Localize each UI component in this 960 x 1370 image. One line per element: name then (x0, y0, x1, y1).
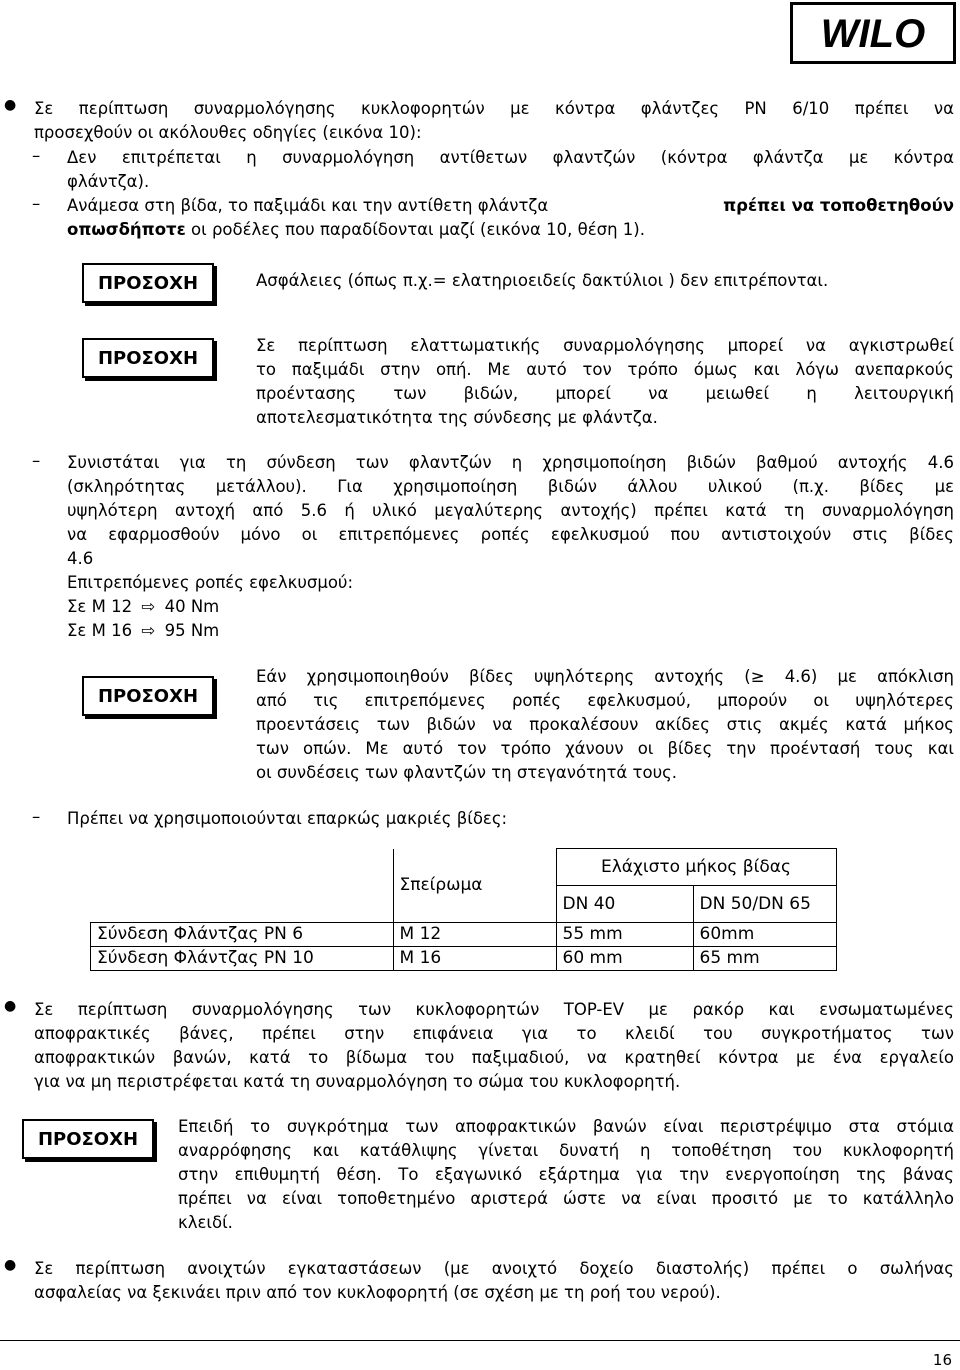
footer-rule (0, 1340, 960, 1369)
torque-row-1 (67, 595, 219, 619)
section2-warning-line3: στην επιθυμητή θέση. Το εξαγωνικό εξάρτημα για την ενεργοποίηση της βάνας (178, 1165, 954, 1184)
dash2-line1 (67, 194, 954, 218)
section2-warning-line4: πρέπει να είναι τοποθετημένο αριστερά ώστε να είναι προσιτό με το κατάλληλο (178, 1189, 954, 1208)
table-header-row (91, 849, 837, 886)
row-label: Σύνδεση Φλάντζας PN 6 (91, 923, 394, 947)
wilo-logo (790, 2, 956, 64)
dash3-line1: Συνιστάται για τη σύνδεση των φλαντζών η χρησιμοποίηση βιδών βαθμού αντοχής 4.6 (67, 453, 954, 472)
warning-box: ΠΡΟΣΟΧΗ (82, 338, 214, 378)
warning2-line2: το παξιμάδι στην οπή. Με αυτό τον τρόπο όμως και λόγω ανεπαρκούς (256, 360, 954, 379)
arrow-right-icon: ⇨ (141, 597, 156, 616)
section2-warning-line5: κλειδί. (178, 1213, 233, 1232)
table-corner (91, 849, 394, 923)
bullet-icon: ● (4, 97, 17, 113)
dash1-line1: Δεν επιτρέπεται η συναρμολόγηση αντίθετων φλαντζών (κόντρα φλάντζα με κόντρα (67, 148, 954, 167)
row-dn50: 65 mm (693, 947, 836, 971)
warning3-line1: Εάν χρησιμοποιηθούν βίδες υψηλότερης αντοχής (≥ 4.6) με απόκλιση (256, 667, 954, 686)
warning2-line3: προέντασης των βιδών, μπορεί να μειωθεί η λειτουργική (256, 384, 954, 403)
torque1-bolt: Σε Μ 12 (67, 597, 133, 616)
section3-line2: ασφαλείας να ξεκινάει πριν από τον κυκλοφορητή (σε σχέση με τη ροή του νερού). (34, 1283, 721, 1302)
dash4-text: Πρέπει να χρησιμοποιούνται επαρκώς μακριές βίδες: (67, 809, 508, 828)
row-dn40: 60 mm (556, 947, 693, 971)
dash1-line2: φλάντζα). (67, 172, 150, 191)
dash2-bold-a: πρέπει να τοποθετηθούν (723, 196, 954, 215)
dash-icon: – (32, 194, 41, 213)
warning3-line3: προεντάσεις των βιδών να προκαλέσουν ακίδες στις ακμές κατά μήκος (256, 715, 954, 734)
warning3-line4: των οπών. Με αυτό τον τρόπο χάνουν οι βίδες την προέντασή τους και (256, 739, 954, 758)
wilo-logo-mark (803, 13, 943, 53)
warning-box: ΠΡΟΣΟΧΗ (82, 263, 214, 303)
warning3-line2: από τις επιτρεπόμενες ροπές εφελκυσμού, μπορούν οι υψηλότερες (256, 691, 954, 710)
section1-line2: προσεχθούν οι ακόλουθες οδηγίες (εικόνα 10): (34, 123, 422, 142)
dash3-line5: 4.6 (67, 549, 94, 568)
warning2-line1: Σε περίπτωση ελαττωματικής συναρμολόγησης μπορεί να αγκιστρωθεί (256, 336, 954, 355)
dash3-line4: να εφαρμοσθούν μόνο οι επιτρεπόμενες ροπές εφελκυσμού που αντιστοιχούν στις βίδες (67, 525, 954, 544)
torque1-value: 40 Nm (164, 597, 220, 616)
torque-title: Επιτρεπόμενες ροπές εφελκυσμού: (67, 573, 354, 592)
section3-line1: Σε περίπτωση ανοιχτών εγκαταστάσεων (με ανοιχτό δοχείο διαστολής) πρέπει ο σωλήνας (34, 1259, 954, 1278)
bullet-icon: ● (4, 998, 17, 1014)
section2-warning-line1: Επειδή το συγκρότημα των αποφρακτικών βανών είναι περιστρέψιμο στα στόμια (178, 1117, 954, 1136)
row-dn40: 55 mm (556, 923, 693, 947)
table-row (91, 923, 837, 947)
row-dn50: 60mm (693, 923, 836, 947)
section1-line1: Σε περίπτωση συναρμολόγησης κυκλοφορητών με κόντρα φλάντζες PN 6/10 πρέπει να (34, 99, 954, 118)
row-thread: M 16 (393, 947, 556, 971)
section2-line4: για να μη περιστρέφεται κατά τη συναρμολόγηση το σώμα του κυκλοφορητή. (34, 1072, 681, 1091)
torque2-bolt: Σε Μ 16 (67, 621, 133, 640)
section2-line1: Σε περίπτωση συναρμολόγησης των κυκλοφορητών TOP-EV με ρακόρ και ενσωματωμένες (34, 1000, 954, 1019)
dash-icon: – (32, 807, 41, 826)
torque2-value: 95 Nm (164, 621, 220, 640)
dn40-header: DN 40 (556, 886, 693, 923)
dash2-line2 (67, 218, 645, 242)
section2-line2: αποφρακτικές βάνες, πρέπει στην επιφάνεια για το κλειδί του συγκροτήματος των (34, 1024, 954, 1043)
dash-icon: – (32, 451, 41, 470)
min-length-header: Ελάχιστο μήκος βίδας (556, 849, 836, 886)
dash3-line3: υψηλότερη αντοχή από 5.6 ή υλικό μεγαλύτερης αντοχής) πρέπει κατά τη συναρμολόγηση (67, 501, 954, 520)
warning2-line4: αποτελεσματικότητα της σύνδεσης με φλάντζα. (256, 408, 658, 427)
bolt-length-table (90, 848, 837, 971)
dash3-line2: (σκληρότητας μετάλλου). Για χρησιμοποίηση βιδών άλλου υλικού (π.χ. βίδες με (67, 477, 954, 496)
warning3-line5: οι συνδέσεις των φλαντζών τη στεγανότητά τους. (256, 763, 678, 782)
dash2-text: Ανάμεσα στη βίδα, το παξιμάδι και την αντίθετη φλάντζα (67, 196, 549, 215)
dash2-bold-b: οπωσδήποτε (67, 220, 186, 239)
dash2-text2: οι ροδέλες που παραδίδονται μαζί (εικόνα 10, θέση 1). (191, 220, 645, 239)
thread-header: Σπείρωμα (393, 849, 556, 923)
section2-line3: αποφρακτικών βανών, κατά το βίδωμα του παξιμαδιού, να κρατηθεί κόντρα με ένα εργαλείο (34, 1048, 954, 1067)
arrow-right-icon: ⇨ (141, 621, 156, 640)
warning1-text: Ασφάλειες (όπως π.χ.= ελατηριοειδείς δακτύλιοι ) δεν επιτρέπονται. (256, 271, 829, 290)
row-thread: M 12 (393, 923, 556, 947)
warning-box: ΠΡΟΣΟΧΗ (82, 676, 214, 716)
svg-text:WILO: WILO (820, 13, 926, 53)
dn50-header: DN 50/DN 65 (693, 886, 836, 923)
page-number: 16 (932, 1351, 952, 1369)
section2-warning-line2: αναρρόφησης και κατάθλιψης γίνεται δυνατή η τοποθέτηση του κυκλοφορητή (178, 1141, 954, 1160)
row-label: Σύνδεση Φλάντζας PN 10 (91, 947, 394, 971)
dash-icon: – (32, 146, 41, 165)
table-row (91, 947, 837, 971)
bullet-icon: ● (4, 1257, 17, 1273)
warning-box: ΠΡΟΣΟΧΗ (22, 1119, 154, 1159)
torque-row-2 (67, 619, 219, 643)
